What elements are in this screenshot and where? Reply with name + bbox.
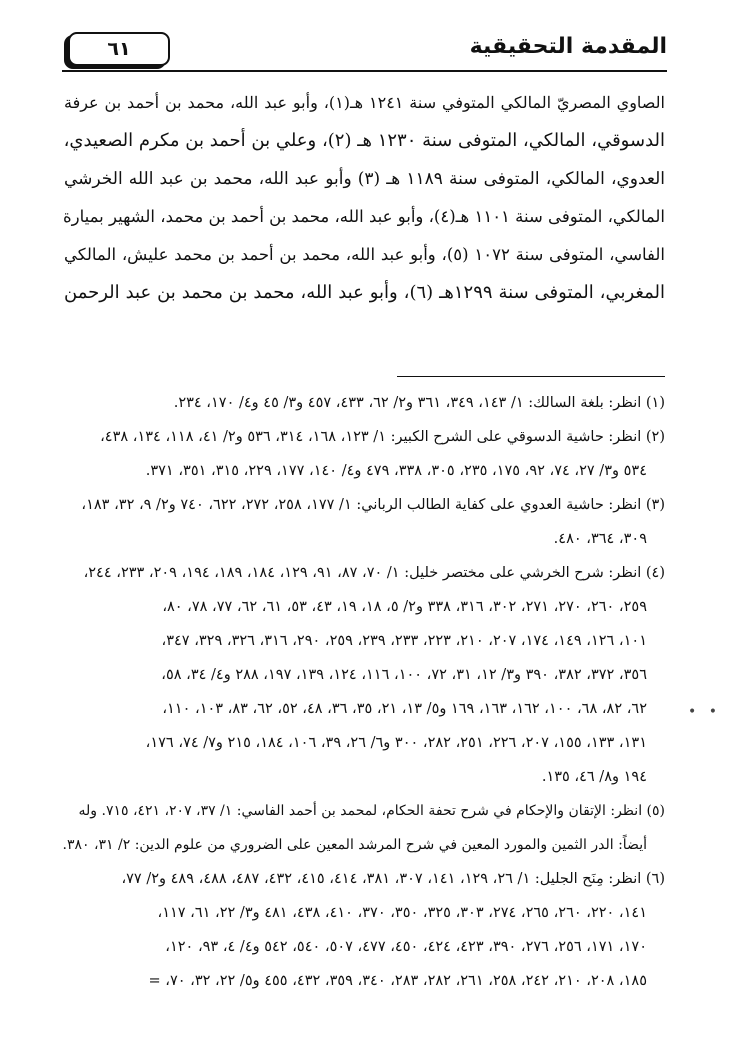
- footnote-2-continuation: ٥٣٤ و٣/ ٢٧، ٧٤، ٩٢، ١٧٥، ٢٣٥، ٣٠٥، ٣٣٨، ٤٧٩ و٤/ ١٤٠، ١٧٧، ٢٢٩، ٣١٥، ٣٥١، ٣٧١.: [145, 463, 647, 479]
- footnote-4-continuation: ١٣١، ١٣٣، ١٥٥، ٢٠٧، ٢٢٦، ٢٥١، ٢٨٢، ٣٠٠ و٦/ ٢٦، ٣٩، ١٠٦، ١٨٤، ٢١٥ و٧/ ٧٤، ١٧٦،: [145, 735, 647, 751]
- main-text-line: العدوي، المالكي، المتوفى سنة ١١٨٩ هـ (٣) وأبو عبد الله، محمد بن عبد الله الخرشي: [64, 169, 665, 189]
- main-text: [64, 84, 665, 312]
- header-rule: [62, 70, 667, 72]
- footnote-3: (٣) انظر: حاشية العدوي على كفاية الطالب الرباني: ١/ ١٧٧، ٢٥٨، ٢٧٢، ٦٢٢، ٧٤٠ و٢/ ٩، ٣٢، ١٨٣،: [81, 497, 665, 513]
- footnote-6-continuation: ١٨٥، ٢٠٨، ٢١٠، ٢٤٢، ٢٥٨، ٢٦١، ٢٨٢، ٢٨٣، ٣٤٠، ٣٥٩، ٤٣٢، ٤٥٥ و٥/ ٢٢، ٣٢، ٧٠، =: [148, 973, 647, 989]
- footnote-4-continuation: ٣٥٦، ٣٧٢، ٣٨٢، ٣٩٠ و٣/ ١٢، ٣١، ٧٢، ١٠٠، ١١٦، ١٢٤، ١٣٩، ١٩٧، ٢٨٨ و٤/ ٣٤، ٥٨،: [161, 667, 647, 683]
- footnote-1: (١) انظر: بلغة السالك: ١/ ١٤٣، ٣٤٩، ٣٦١ و٢/ ٦٢، ٤٣٣، ٤٥٧ و٣/ ٤٥ و٤/ ١٧٠، ٢٣٤.: [173, 395, 665, 411]
- margin-mark: • •: [688, 704, 721, 720]
- footnote-4: (٤) انظر: شرح الخرشي على مختصر خليل: ١/ ٧٠، ٨٧، ٩١، ١٢٩، ١٨٤، ١٨٩، ١٩٤، ٢٠٩، ٢٣٣، ٢٤٤،: [83, 565, 665, 581]
- main-text-line: الفاسي، المتوفى سنة ١٠٧٢ (٥)، وأبو عبد الله، محمد بن أحمد بن محمد عليش، المالكي: [64, 245, 665, 264]
- main-text-line: الصاوي المصريّ المالكي المتوفي سنة ١٢٤١ هـ(١)، وأبو عبد الله، محمد بن أحمد بن عرفة: [64, 93, 666, 112]
- main-text-line: الدسوقي، المالكي، المتوفى سنة ١٢٣٠ هـ (٢)، وعلي بن أحمد بن مكرم الصعيدي،: [63, 130, 665, 151]
- running-head: المقدمة التحقيقية: [469, 34, 667, 59]
- footnote-4-continuation: ١٠١، ١٢٦، ١٤٩، ١٧٤، ٢٠٧، ٢١٠، ٢٢٣، ٢٣٣، ٢٣٩، ٢٥٩، ٢٩٠، ٣١٦، ٣٢٦، ٣٢٩، ٣٤٧،: [161, 633, 647, 649]
- footnote-5: (٥) انظر: الإتقان والإحكام في شرح تحفة الحكام، لمحمد بن أحمد الفاسي: ١/ ٣٧، ٢٠٧، ٤٢١، ٧١٥. وله: [78, 803, 665, 819]
- footnote-4-continuation: ٦٢، ٨٢، ٦٨، ١٠٠، ١٦٢، ١٦٣، ١٦٩ و٥/ ١٣، ٢١، ٣٥، ٣٦، ٤٨، ٥٢، ٦٢، ٨٣، ١٠٣، ١١٠،: [162, 701, 647, 717]
- footnote-4-continuation: ١٩٤ و٨/ ٤٦، ١٣٥.: [541, 769, 647, 785]
- footnote-separator: [397, 376, 665, 377]
- footnote-6-continuation: ١٧٠، ١٧١، ٢٥٦، ٢٧٦، ٣٩٠، ٤٢٣، ٤٢٤، ٤٥٠، ٤٧٧، ٥٠٧، ٥٤٠، ٥٤٢ و٤/ ٤، ٩٣، ١٢٠،: [165, 939, 647, 955]
- footnote-6-continuation: ١٤١، ٢٢٠، ٢٦٠، ٢٦٥، ٢٧٤، ٣٠٣، ٣٢٥، ٣٥٠، ٣٧٠، ٤١٠، ٤٣٨، ٤٨١ و٣/ ٢٢، ٦١، ١١٧،: [157, 905, 647, 921]
- main-text-line: المالكي، المتوفى سنة ١١٠١ هـ(٤)، وأبو عبد الله، محمد بن أحمد بن محمد، الشهير بميارة: [63, 207, 665, 226]
- footnotes: [64, 386, 665, 998]
- footnote-2: (٢) انظر: حاشية الدسوقي على الشرح الكبير: ١/ ١٢٣، ١٦٨، ٣١٤، ٥٣٦ و٢/ ٤١، ١١٨، ١٣٤، ٤٣٨،: [100, 429, 665, 445]
- main-text-line: المغربي، المتوفى سنة ١٢٩٩هـ (٦)، وأبو عبد الله، محمد بن محمد بن عبد الرحمن: [64, 282, 666, 303]
- page-number: ٦١: [68, 32, 170, 66]
- page-header: [62, 30, 667, 72]
- footnote-6: (٦) انظر: مِنَح الجليل: ١/ ٢٦، ١٢٩، ١٤١، ٣٠٧، ٣٨١، ٤١٤، ٤١٥، ٤٣٢، ٤٨٧، ٤٨٨، ٤٨٩ و٢/ ٧٧،: [121, 871, 665, 887]
- footnote-4-continuation: ٢٥٩، ٢٦٠، ٢٧٠، ٢٧١، ٣٠٢، ٣١٦، ٣٣٨ و٢/ ٥، ١٨، ١٩، ٤٣، ٥٣، ٦١، ٦٢، ٧٧، ٧٨، ٨٠،: [162, 599, 647, 615]
- footnote-3-continuation: ٣٠٩، ٣٦٤، ٤٨٠.: [553, 531, 647, 547]
- footnote-5-continuation: أيضاً: الدر الثمين والمورد المعين في شرح المرشد المعين على الضروري من علوم الدين: ٢/ ٣١، ٣٨٠.: [62, 837, 647, 853]
